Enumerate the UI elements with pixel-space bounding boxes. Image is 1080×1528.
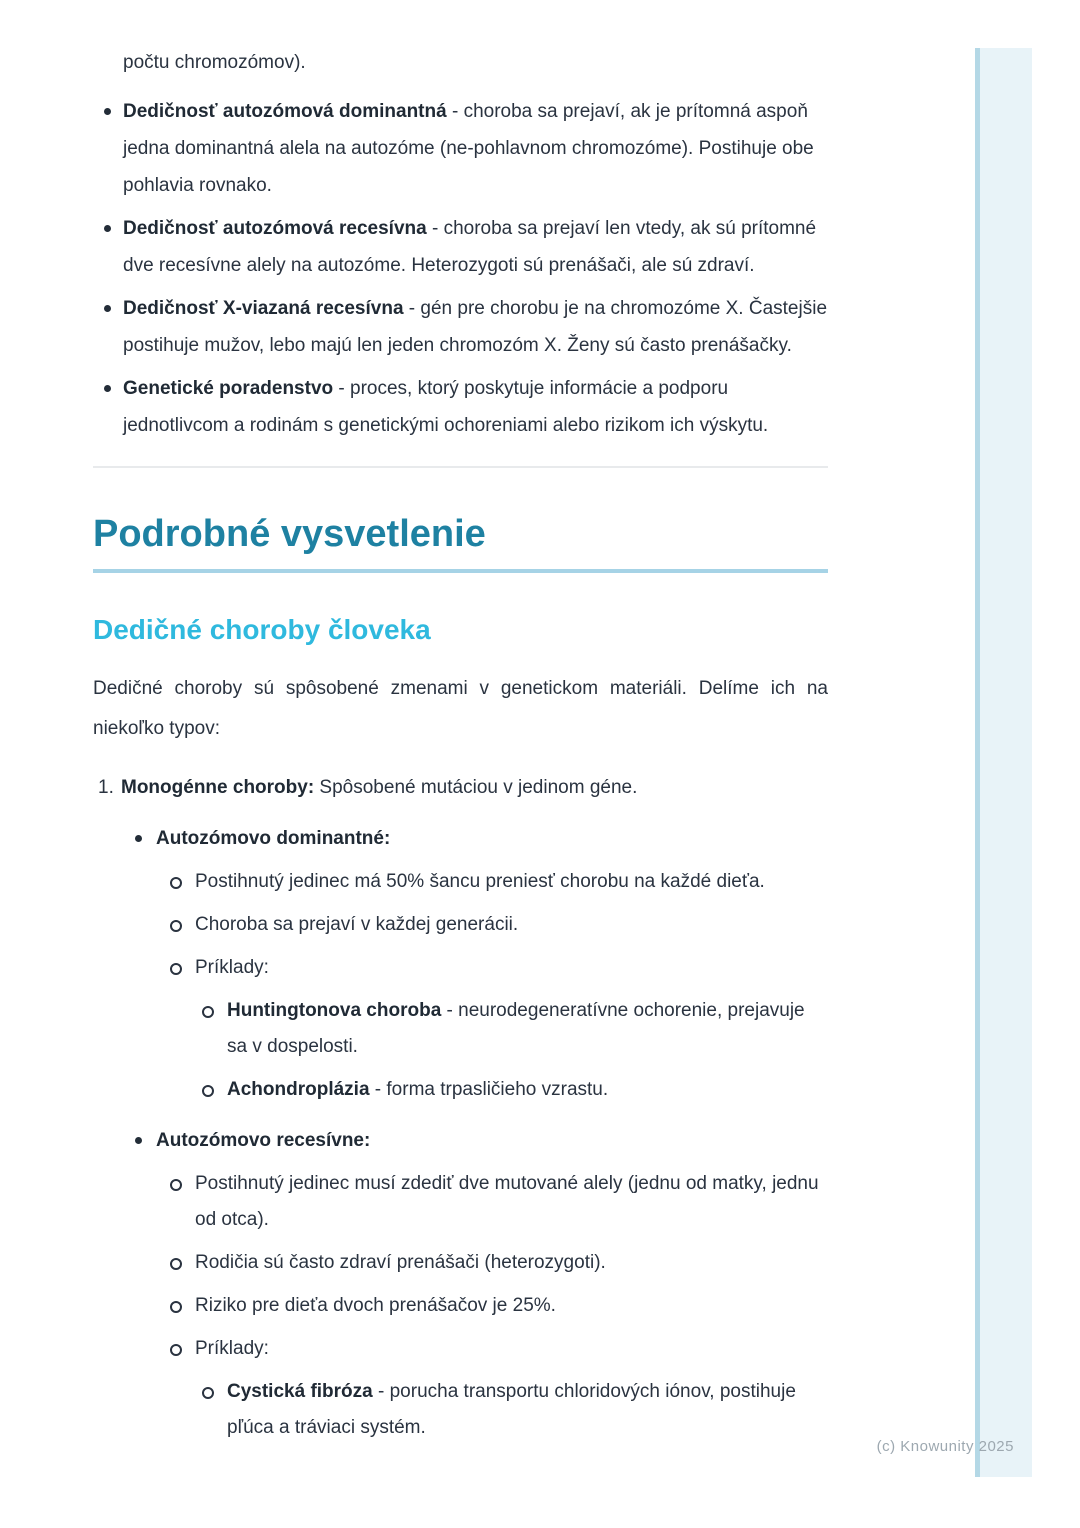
circle-bullet-icon	[170, 1179, 182, 1191]
circle-bullet-icon	[170, 1344, 182, 1356]
bullet-icon	[104, 385, 111, 392]
list-item: Príklady:	[93, 950, 828, 986]
list-item	[93, 290, 828, 364]
example-item	[93, 1374, 828, 1446]
list-item-text: Dedičnosť X-viazaná recesívna - gén pre chorobu je na chromozóme X. Častejšie postihuje mužov, lebo majú len jeden chromozóm X. Ženy sú často prenášačky.	[123, 298, 828, 356]
right-margin-stripe	[975, 48, 1032, 1477]
list-item	[93, 93, 828, 204]
intro-paragraph: Dedičné choroby sú spôsobené zmenami v genetickom materiáli. Delíme ich na niekoľko typov:	[93, 678, 828, 739]
section-divider	[93, 466, 828, 468]
list-item-text: Genetické poradenstvo - proces, ktorý poskytuje informácie a podporu jednotlivcom a rodinám s genetickými ochoreniami alebo rizikom ich výskytu.	[123, 378, 769, 436]
circle-bullet-icon	[202, 1006, 214, 1018]
example-text: Huntingtonova choroba - neurodegeneratívne ochorenie, prejavuje sa v dospelosti.	[227, 1000, 805, 1057]
group-autosomal-dominant	[93, 820, 828, 1108]
group-autosomal-recessive	[93, 1122, 828, 1446]
circle-bullet-icon	[202, 1085, 214, 1097]
circle-bullet-icon	[170, 920, 182, 932]
bullet-icon	[104, 305, 111, 312]
list-item-text: Dedičnosť autozómová dominantná - choroba sa prejaví, ak je prítomná aspoň jedna dominantná alela na autozóme (ne-pohlavnom chromozóme). Postihuje obe pohlavia rovnako.	[123, 101, 814, 196]
bullet-icon	[135, 1137, 142, 1144]
list-item: Postihnutý jedinec musí zdediť dve mutované alely (jednu od matky, jednu od otca).	[93, 1166, 828, 1238]
list-item: Choroba sa prejaví v každej generácii.	[93, 907, 828, 943]
definition-list	[93, 93, 828, 444]
numbered-item-text: Monogénne choroby: Spôsobené mutáciou v jedinom géne.	[121, 777, 638, 798]
copyright-watermark: (c) Knowunity 2025	[876, 1438, 1014, 1455]
list-item: Riziko pre dieťa dvoch prenášačov je 25%.	[93, 1288, 828, 1324]
document-content	[93, 44, 828, 1453]
example-text: Achondroplázia - forma trpasličieho vzrastu.	[227, 1079, 609, 1100]
page-title: Podrobné vysvetlenie	[93, 512, 828, 573]
numbered-item	[93, 769, 828, 806]
example-item	[93, 1072, 828, 1108]
group-title: Autozómovo dominantné:	[93, 820, 828, 857]
continuation-line: počtu chromozómov).	[123, 52, 306, 73]
circle-bullet-icon	[170, 1258, 182, 1270]
circle-bullet-icon	[170, 877, 182, 889]
list-item	[93, 370, 828, 444]
list-number: 1.	[98, 777, 114, 798]
list-item: Príklady:	[93, 1331, 828, 1367]
list-item-text: Dedičnosť autozómová recesívna - choroba sa prejaví len vtedy, ak sú prítomné dve recesívne alely na autozóme. Heterozygoti sú prenášači, ale sú zdraví.	[123, 218, 817, 276]
circle-bullet-icon	[170, 1301, 182, 1313]
group-title: Autozómovo recesívne:	[93, 1122, 828, 1159]
sub-list	[93, 1166, 828, 1446]
section-heading: Dedičné choroby človeka	[93, 614, 431, 645]
list-item: Postihnutý jedinec má 50% šancu preniesť chorobu na každé dieťa.	[93, 864, 828, 900]
list-item: Rodičia sú často zdraví prenášači (heterozygoti).	[93, 1245, 828, 1281]
circle-bullet-icon	[170, 963, 182, 975]
bullet-icon	[104, 225, 111, 232]
example-text: Cystická fibróza - porucha transportu chloridových iónov, postihuje pľúca a tráviaci systém.	[227, 1381, 796, 1438]
sub-list	[93, 864, 828, 1108]
bullet-icon	[104, 108, 111, 115]
bullet-icon	[135, 835, 142, 842]
list-item	[93, 210, 828, 284]
example-item	[93, 993, 828, 1065]
circle-bullet-icon	[202, 1387, 214, 1399]
